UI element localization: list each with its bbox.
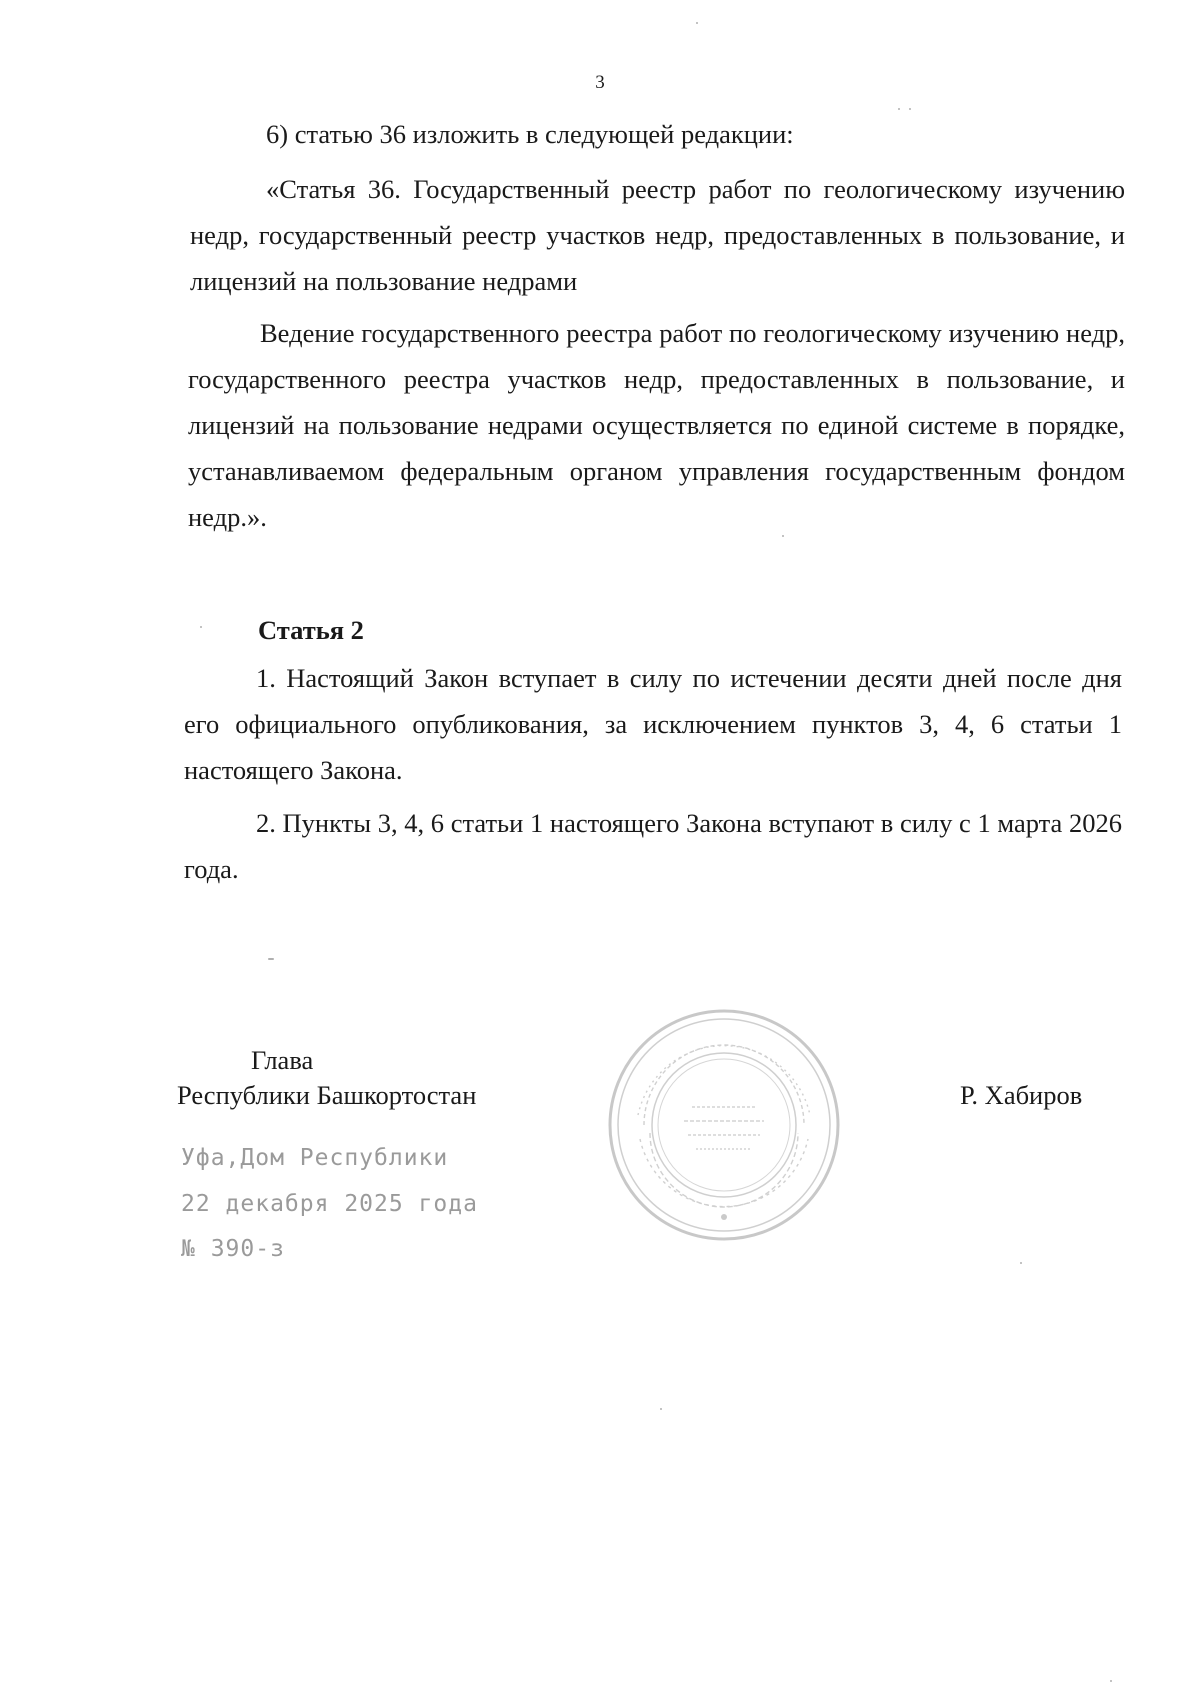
registration-place: Уфа,Дом Республики — [181, 1145, 449, 1171]
signatory-title-line-2: Республики Башкортостан — [177, 1080, 477, 1110]
registration-number: № 390-з — [181, 1236, 285, 1262]
article-36-heading: «Статья 36. Государственный реестр работ по геологическому изучению недр, государственный реестр участков недр, предоставленных в пользование, и лицензий на пользование недрами — [190, 174, 1125, 296]
article-36-body: Ведение государственного реестра работ по геологическому изучению недр, государственного реестра участков недр, предоставленных в пользование, и лицензий на пользование недрами осуществляется по единой системе в порядке, устанавливаемом федеральным органом управления государственным фондом недр.». — [188, 318, 1125, 532]
registration-date: 22 декабря 2025 года — [181, 1191, 478, 1217]
signatory-name: Р. Хабиров — [960, 1080, 1083, 1110]
scan-speck — [200, 626, 202, 628]
signatory-title-line-1: Глава — [251, 1045, 314, 1075]
scan-speck — [268, 958, 274, 960]
scan-speck — [1110, 1680, 1112, 1682]
article-2-clause-2: 2. Пункты 3, 4, 6 статьи 1 настоящего Закона вступают в силу с 1 марта 2026 года. — [184, 808, 1122, 884]
article-2-clause-1: 1. Настоящий Закон вступает в силу по истечении десяти дней после дня его официального опубликования, за исключением пунктов 3, 4, 6 статьи 1 настоящего Закона. — [184, 663, 1122, 785]
scan-speck — [782, 535, 784, 537]
scan-speck — [696, 22, 698, 24]
page-number: 3 — [595, 72, 605, 93]
article-2-title: Статья 2 — [258, 615, 364, 645]
official-seal — [604, 1005, 844, 1245]
scan-speck — [898, 108, 900, 110]
scan-speck — [1020, 1262, 1022, 1264]
amendment-intro: 6) статью 36 изложить в следующей редакции: — [266, 119, 794, 149]
scan-speck — [660, 1408, 662, 1410]
scan-speck — [909, 108, 911, 110]
